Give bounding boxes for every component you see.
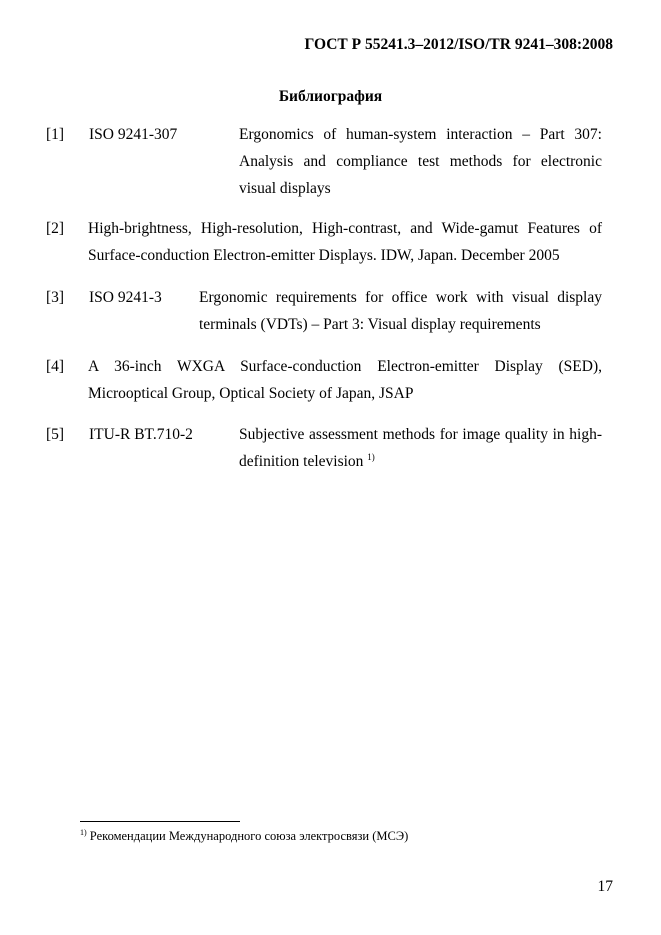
reference-line: Subjective assessment methods for image quality in high- (239, 426, 602, 443)
reference-line: Analysis and compliance test methods for electronic (239, 153, 602, 170)
reference-line: Microoptical Group, Optical Society of Japan, JSAP (88, 385, 414, 402)
reference-description (88, 353, 602, 407)
reference-item-2 (46, 215, 602, 269)
reference-item-3 (46, 284, 602, 338)
footnote-separator (80, 821, 240, 822)
reference-description (239, 421, 602, 475)
reference-description (199, 284, 602, 338)
footnote (80, 829, 408, 844)
reference-code: ITU-R BT.710-2 (89, 426, 193, 443)
reference-description (88, 215, 602, 269)
reference-line: Surface-conduction Electron-emitter Displays. IDW, Japan. December 2005 (88, 247, 560, 264)
reference-item-5 (46, 421, 602, 475)
reference-line: A 36-inch WXGA Surface-conduction Electron-emitter Display (SED), (88, 358, 602, 375)
reference-code: ISO 9241-307 (89, 126, 178, 143)
reference-line: visual displays (239, 180, 331, 197)
reference-line: Ergonomic requirements for office work with visual display (199, 289, 602, 306)
reference-line: High-brightness, High-resolution, High-contrast, and Wide-gamut Features of (88, 220, 602, 237)
bibliography-title: Библиография (278, 88, 383, 105)
reference-line: terminals (VDTs) – Part 3: Visual display requirements (199, 316, 541, 333)
reference-line-text: definition television (239, 453, 364, 470)
reference-item-4 (46, 353, 602, 407)
reference-number: [2] (46, 220, 65, 237)
document-header: ГОСТ Р 55241.3–2012/ISO/TR 9241–308:2008 (304, 36, 613, 53)
reference-line: Ergonomics of human-system interaction – Part 307: (239, 126, 602, 143)
reference-description (239, 121, 602, 202)
reference-number: [1] (46, 126, 65, 143)
reference-line (239, 448, 602, 475)
reference-code: ISO 9241-3 (89, 289, 162, 306)
footnote-text: Рекомендации Международного союза электросвязи (МСЭ) (89, 829, 409, 843)
reference-number: [5] (46, 426, 65, 443)
page-number: 17 (597, 878, 613, 895)
reference-number: [4] (46, 358, 65, 375)
reference-item-1 (46, 121, 602, 202)
reference-number: [3] (46, 289, 65, 306)
footnote-mark: 1) (80, 828, 87, 837)
footnote-reference-mark: 1) (367, 452, 375, 462)
